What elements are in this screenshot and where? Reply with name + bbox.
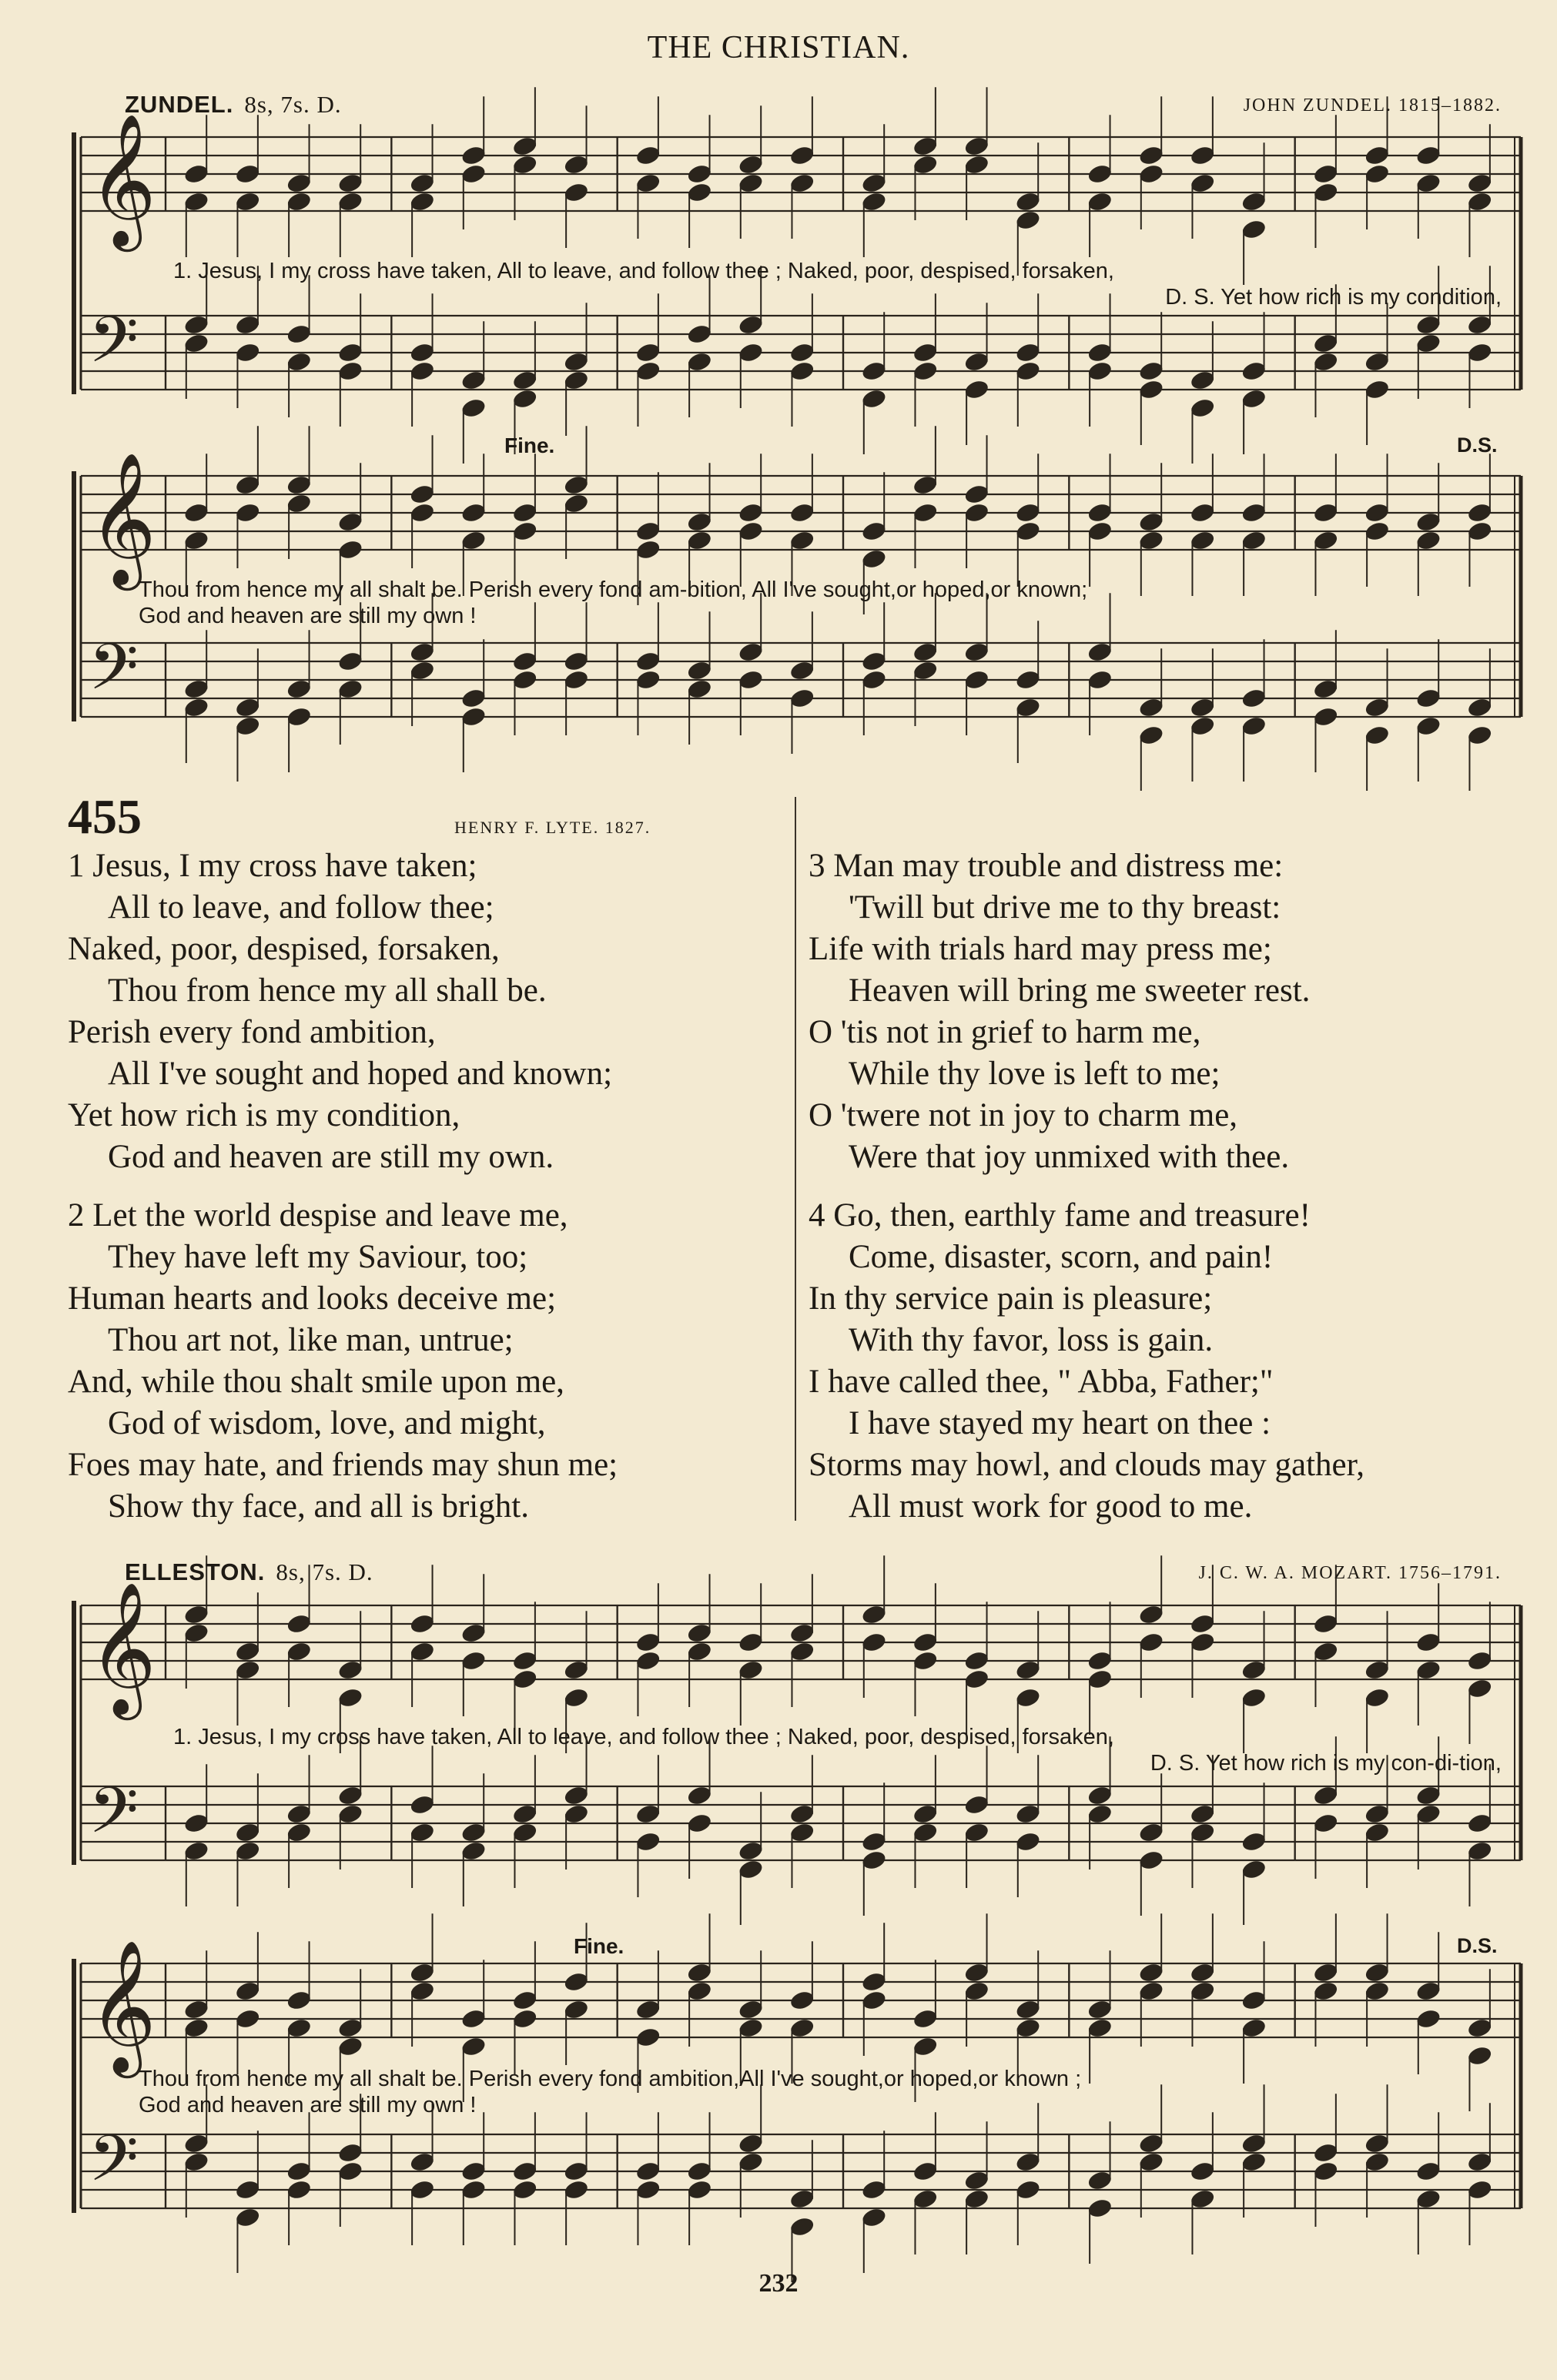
verse-line: Thou from hence my all shall be. xyxy=(108,972,547,1009)
tune1-underlay-2b: God and heaven are still my own ! xyxy=(139,604,477,628)
verse-line: 2 Let the world despise and leave me, xyxy=(68,1197,568,1234)
verse-line: O 'tis not in grief to harm me, xyxy=(809,1014,1201,1050)
verse-line: Yet how rich is my condition, xyxy=(68,1097,460,1133)
svg-text:𝄢: 𝄢 xyxy=(89,2121,139,2211)
svg-text:𝄞: 𝄞 xyxy=(89,1582,156,1715)
verse-line: Were that joy unmixed with thee. xyxy=(849,1139,1290,1175)
verse-line: Perish every fond ambition, xyxy=(68,1014,436,1050)
verse-line: Storms may howl, and clouds may gather, xyxy=(809,1447,1364,1483)
tune1-heading xyxy=(125,91,342,119)
svg-text:𝄞: 𝄞 xyxy=(89,113,156,246)
tune2-name: ELLESTON. xyxy=(125,1558,266,1585)
tune2-fine: Fine. xyxy=(574,1934,624,1958)
verse-line: Thou art not, like man, untrue; xyxy=(108,1322,514,1358)
tune1-ds: D.S. xyxy=(1457,433,1498,457)
verse-line: 'Twill but drive me to thy breast: xyxy=(849,889,1281,926)
column-divider xyxy=(795,797,796,1521)
tune2-underlay-ds: D. S. Yet how rich is my con-di-tion, xyxy=(1150,1751,1502,1776)
hymn-author: HENRY F. LYTE. 1827. xyxy=(454,818,651,837)
verse-4 xyxy=(809,1195,1364,1528)
tune1-name: ZUNDEL. xyxy=(125,91,234,118)
tune1-fine: Fine. xyxy=(504,433,555,457)
svg-text:𝄢: 𝄢 xyxy=(89,1772,139,1863)
verse-line: I have called thee, " Abba, Father;" xyxy=(809,1364,1274,1400)
verse-line: All to leave, and follow thee; xyxy=(108,889,494,926)
svg-text:𝄢: 𝄢 xyxy=(89,629,139,720)
svg-text:𝄞: 𝄞 xyxy=(89,452,156,585)
tune2-heading xyxy=(125,1558,373,1586)
tune1-composer: JOHN ZUNDEL. 1815–1882. xyxy=(1243,95,1502,115)
tune1-underlay-ds: D. S. Yet how rich is my condition, xyxy=(1165,285,1502,310)
verse-line: Come, disaster, scorn, and pain! xyxy=(849,1239,1274,1275)
verse-line: In thy service pain is pleasure; xyxy=(809,1280,1213,1317)
verse-line: Human hearts and looks deceive me; xyxy=(68,1280,557,1317)
verse-line: 4 Go, then, earthly fame and treasure! xyxy=(809,1197,1311,1234)
tune2-meter: 8s, 7s. D. xyxy=(276,1558,373,1585)
tune2-underlay-2b: God and heaven are still my own ! xyxy=(139,2093,477,2117)
tune2-ds: D.S. xyxy=(1457,1934,1498,1957)
tune2-composer: J. C. W. A. MOZART. 1756–1791. xyxy=(1198,1563,1502,1583)
verse-1 xyxy=(68,845,612,1178)
verse-line: Heaven will bring me sweeter rest. xyxy=(849,972,1311,1009)
verse-line: Foes may hate, and friends may shun me; xyxy=(68,1447,618,1483)
verse-line: I have stayed my heart on thee : xyxy=(849,1405,1271,1441)
tune2-underlay-2: Thou from hence my all shalt be. Perish every fond ambition,All I've sought,or hoped,or known ; xyxy=(139,2067,1082,2091)
tune1-underlay-2: Thou from hence my all shalt be. Perish every fond am-bition, All I've sought,or hoped,or known; xyxy=(139,577,1088,602)
verse-line: And, while thou shalt smile upon me, xyxy=(68,1364,564,1400)
page-number: 232 xyxy=(758,2269,799,2298)
svg-text:𝄞: 𝄞 xyxy=(89,1940,156,2073)
verse-line: O 'twere not in joy to charm me, xyxy=(809,1097,1238,1133)
hymn-number: 455 xyxy=(68,789,142,844)
verse-3 xyxy=(809,845,1310,1178)
verse-line: Life with trials hard may press me; xyxy=(809,931,1272,967)
verse-line: Show thy face, and all is bright. xyxy=(108,1488,529,1525)
verse-line: While thy love is left to me; xyxy=(849,1056,1220,1092)
verse-line: All I've sought and hoped and known; xyxy=(108,1056,613,1092)
verse-line: God of wisdom, love, and might, xyxy=(108,1405,546,1441)
page-title: THE CHRISTIAN. xyxy=(647,30,910,65)
verse-line: They have left my Saviour, too; xyxy=(108,1239,528,1275)
verse-line: God and heaven are still my own. xyxy=(108,1139,554,1175)
svg-text:𝄢: 𝄢 xyxy=(89,302,139,393)
verse-line: 3 Man may trouble and distress me: xyxy=(809,848,1284,884)
verse-line: Naked, poor, despised, forsaken, xyxy=(68,931,500,967)
tune1-underlay-1: 1. Jesus, I my cross have taken, All to leave, and follow thee ; Naked, poor, despised, forsaken, xyxy=(173,259,1114,283)
verse-line: With thy favor, loss is gain. xyxy=(849,1322,1214,1358)
tune1-meter: 8s, 7s. D. xyxy=(244,91,342,118)
verse-line: 1 Jesus, I my cross have taken; xyxy=(68,848,477,884)
tune2-underlay-1: 1. Jesus, I my cross have taken, All to leave, and follow thee ; Naked, poor, despised, forsaken, xyxy=(173,1725,1114,1749)
verse-line: All must work for good to me. xyxy=(849,1488,1253,1525)
verse-2 xyxy=(68,1195,618,1528)
